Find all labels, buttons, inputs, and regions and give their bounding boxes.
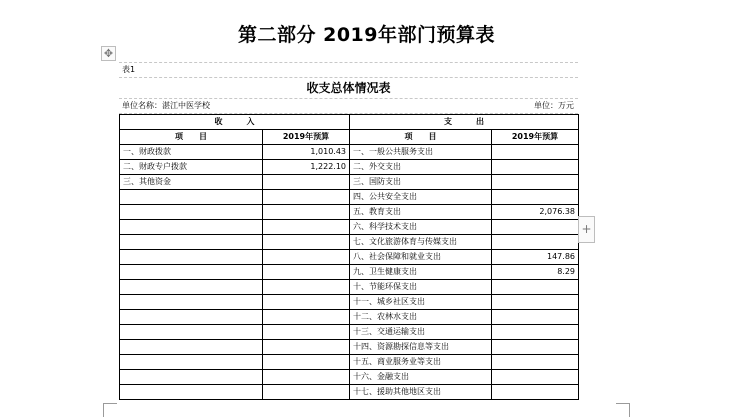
page-corner-mark (616, 403, 630, 417)
expense-value-cell[interactable] (492, 340, 579, 355)
expense-item-cell[interactable]: 八、社会保障和就业支出 (350, 250, 492, 265)
income-item-cell[interactable] (120, 370, 263, 385)
expense-item-cell[interactable]: 十七、援助其他地区支出 (350, 385, 492, 400)
income-item-cell[interactable]: 二、财政专户拨款 (120, 160, 263, 175)
expense-item-cell[interactable]: 十一、城乡社区支出 (350, 295, 492, 310)
income-item-cell[interactable] (120, 205, 263, 220)
expense-item-cell[interactable]: 十、节能环保支出 (350, 280, 492, 295)
income-item-cell[interactable] (120, 325, 263, 340)
table-row (120, 175, 579, 190)
org-name: 单位名称：湛江中医学校 (122, 101, 210, 110)
expense-value-cell[interactable]: 147.86 (492, 250, 579, 265)
table-marker: 表1 (119, 62, 578, 78)
expense-item-cell[interactable]: 九、卫生健康支出 (350, 265, 492, 280)
income-value-cell[interactable] (263, 385, 350, 400)
expense-item-cell[interactable]: 二、外交支出 (350, 160, 492, 175)
table-row (120, 295, 579, 310)
group-header-row (120, 115, 579, 130)
expense-value-cell[interactable] (492, 355, 579, 370)
income-value-cell[interactable] (263, 355, 350, 370)
expense-value-cell[interactable] (492, 235, 579, 250)
expense-item-cell[interactable]: 六、科学技术支出 (350, 220, 492, 235)
expense-value-cell[interactable]: 2,076.38 (492, 205, 579, 220)
table-row (120, 385, 579, 400)
expense-value-cell[interactable] (492, 160, 579, 175)
income-value-cell[interactable] (263, 220, 350, 235)
income-item-cell[interactable] (120, 355, 263, 370)
expense-item-cell[interactable]: 七、文化旅游体育与传媒支出 (350, 235, 492, 250)
table-row (120, 145, 579, 160)
income-value-cell[interactable] (263, 370, 350, 385)
expense-value-cell[interactable] (492, 145, 579, 160)
column-header-row (120, 130, 579, 145)
income-item-header[interactable]: 项 目 (120, 130, 263, 145)
income-value-cell[interactable] (263, 310, 350, 325)
income-item-cell[interactable] (120, 385, 263, 400)
expense-value-cell[interactable] (492, 175, 579, 190)
expense-value-cell[interactable] (492, 325, 579, 340)
table-row (120, 250, 579, 265)
income-value-cell[interactable]: 1,222.10 (263, 160, 350, 175)
table-row (120, 160, 579, 175)
unit-label: 单位：万元 (534, 101, 574, 110)
expense-group-header[interactable]: 支 出 (350, 115, 579, 130)
expense-value-cell[interactable] (492, 220, 579, 235)
income-value-cell[interactable] (263, 265, 350, 280)
income-value-cell[interactable] (263, 235, 350, 250)
table-row (120, 220, 579, 235)
income-budget-header[interactable]: 2019年预算 (263, 130, 350, 145)
expense-item-header[interactable]: 项 目 (350, 130, 492, 145)
table-row (120, 265, 579, 280)
page-title: 第二部分 2019年部门预算表 (238, 24, 495, 46)
income-group-header[interactable]: 收 入 (120, 115, 350, 130)
expense-value-cell[interactable] (492, 385, 579, 400)
table-row (120, 310, 579, 325)
income-value-cell[interactable] (263, 175, 350, 190)
income-item-cell[interactable]: 三、其他资金 (120, 175, 263, 190)
page-corner-mark (103, 403, 117, 417)
income-value-cell[interactable] (263, 295, 350, 310)
document-table-area (119, 62, 578, 400)
income-item-cell[interactable] (120, 340, 263, 355)
expense-value-cell[interactable] (492, 310, 579, 325)
expense-value-cell[interactable]: 8.29 (492, 265, 579, 280)
expense-item-cell[interactable]: 十四、资源勘探信息等支出 (350, 340, 492, 355)
expense-value-cell[interactable] (492, 280, 579, 295)
table-row (120, 340, 579, 355)
table-row (120, 205, 579, 220)
income-value-cell[interactable] (263, 280, 350, 295)
income-item-cell[interactable]: 一、财政拨款 (120, 145, 263, 160)
income-item-cell[interactable] (120, 220, 263, 235)
budget-table (119, 114, 579, 400)
income-value-cell[interactable] (263, 250, 350, 265)
table-row (120, 355, 579, 370)
table-row (120, 280, 579, 295)
expense-value-cell[interactable] (492, 190, 579, 205)
income-item-cell[interactable] (120, 190, 263, 205)
expense-item-cell[interactable]: 三、国防支出 (350, 175, 492, 190)
table-title: 收支总体情况表 (119, 78, 578, 99)
table-move-handle-icon[interactable]: ✥ (101, 46, 116, 61)
income-value-cell[interactable] (263, 340, 350, 355)
expense-item-cell[interactable]: 一、一般公共服务支出 (350, 145, 492, 160)
income-item-cell[interactable] (120, 235, 263, 250)
income-item-cell[interactable] (120, 280, 263, 295)
add-column-plus-icon[interactable]: + (578, 216, 595, 243)
table-row (120, 370, 579, 385)
income-item-cell[interactable] (120, 310, 263, 325)
income-item-cell[interactable] (120, 250, 263, 265)
table-row (120, 325, 579, 340)
table-row (120, 190, 579, 205)
expense-item-cell[interactable]: 十三、交通运输支出 (350, 325, 492, 340)
expense-budget-header[interactable]: 2019年预算 (492, 130, 579, 145)
expense-item-cell[interactable]: 五、教育支出 (350, 205, 492, 220)
income-item-cell[interactable] (120, 265, 263, 280)
income-value-cell[interactable] (263, 205, 350, 220)
expense-item-cell[interactable]: 十五、商业服务业等支出 (350, 355, 492, 370)
expense-item-cell[interactable]: 十六、金融支出 (350, 370, 492, 385)
income-value-cell[interactable]: 1,010.43 (263, 145, 350, 160)
income-item-cell[interactable] (120, 295, 263, 310)
expense-value-cell[interactable] (492, 295, 579, 310)
income-value-cell[interactable] (263, 190, 350, 205)
income-value-cell[interactable] (263, 325, 350, 340)
expense-item-cell[interactable]: 十二、农林水支出 (350, 310, 492, 325)
expense-value-cell[interactable] (492, 370, 579, 385)
table-row (120, 235, 579, 250)
expense-item-cell[interactable]: 四、公共安全支出 (350, 190, 492, 205)
unit-row (119, 99, 578, 114)
